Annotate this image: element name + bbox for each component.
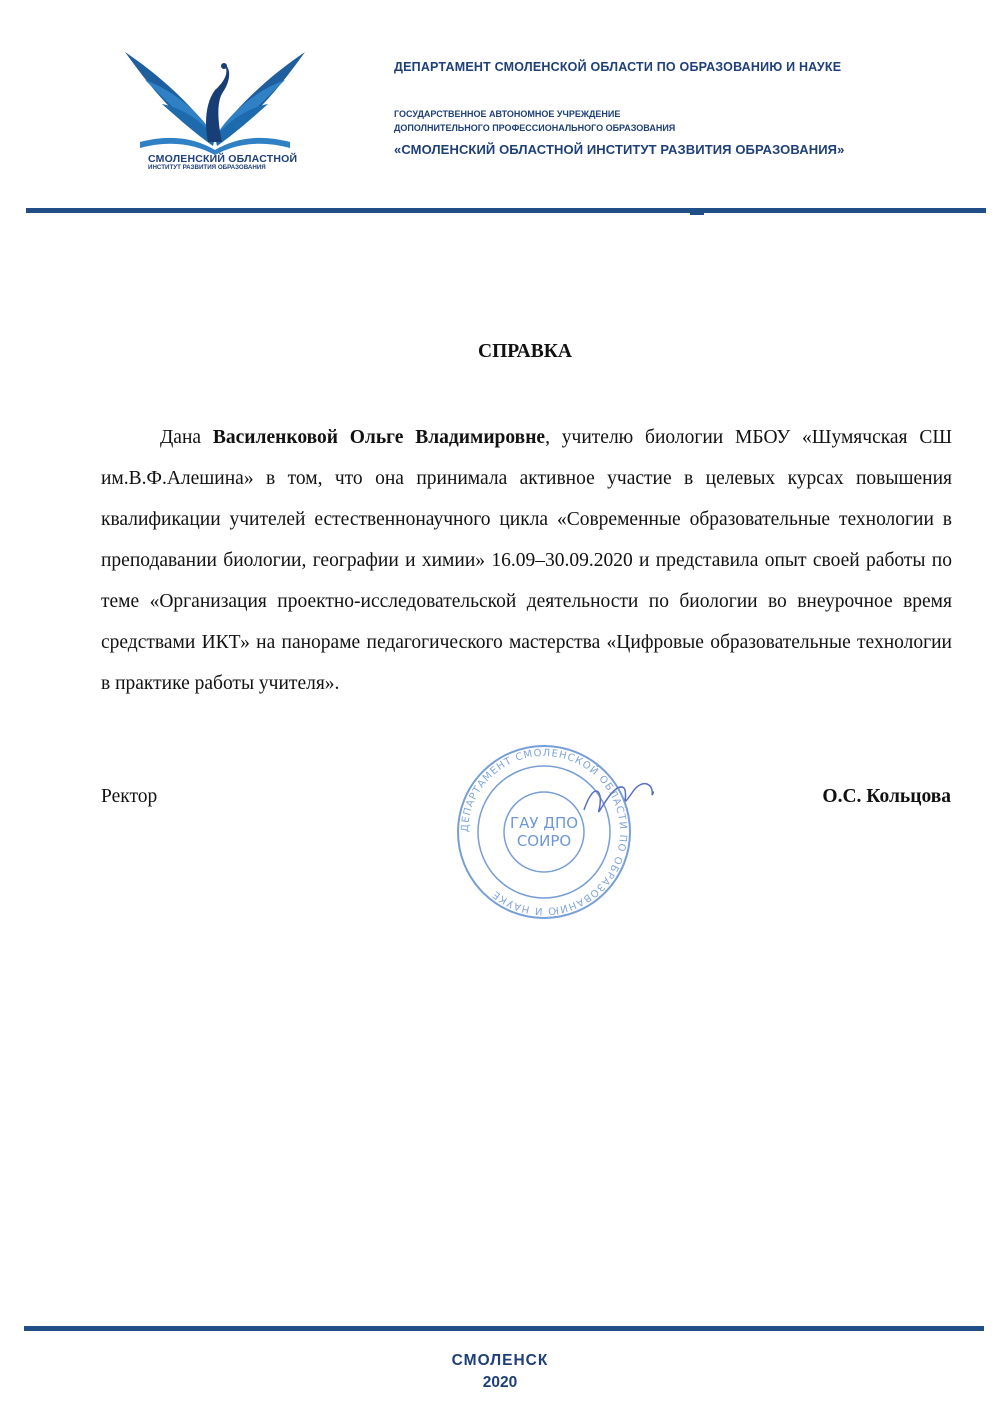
- stamp-seal-icon: [454, 740, 654, 920]
- stamp-center-line2: СОИРО: [516, 832, 572, 850]
- footer: [0, 1352, 1000, 1392]
- official-stamp: [454, 740, 654, 920]
- footer-divider: [24, 1326, 984, 1331]
- institute-logo: [120, 42, 310, 182]
- header-divider-mark: [690, 213, 704, 215]
- header-divider: [26, 208, 986, 213]
- footer-year: 2020: [482, 1374, 518, 1391]
- phoenix-book-icon: [120, 42, 310, 157]
- signer-name: О.С. Кольцова: [822, 786, 951, 807]
- logo-caption: [148, 154, 313, 172]
- signer-position: Ректор: [101, 786, 158, 807]
- footer-city: СМОЛЕНСК: [451, 1352, 549, 1369]
- stamp-center-line1: ГАУ ДПО: [509, 814, 579, 832]
- institution-category: ДОПОЛНИТЕЛЬНОГО ПРОФЕССИОНАЛЬНОГО ОБРАЗОВАНИЯ: [394, 123, 676, 134]
- document-body: [101, 417, 952, 704]
- logo-caption-line1: СМОЛЕНСКИЙ ОБЛАСТНОЙ: [148, 153, 298, 165]
- institution-name: «СМОЛЕНСКИЙ ОБЛАСТНОЙ ИНСТИТУТ РАЗВИТИЯ ОБРАЗОВАНИЯ»: [394, 141, 845, 157]
- recipient-name: Василенковой Ольге Владимировне: [212, 427, 546, 448]
- body-intro: Дана: [160, 427, 213, 448]
- stamp-ring-text: ДЕПАРТАМЕНТ СМОЛЕНСКОЙ ОБЛАСТИ ПО ОБРАЗОВАНИЮ И НАУКЕ: [459, 747, 629, 917]
- logo-caption-line2: ИНСТИТУТ РАЗВИТИЯ ОБРАЗОВАНИЯ: [148, 164, 266, 172]
- body-main: , учителю биологии МБОУ «Шумячская СШ им.В.Ф.Алешина» в том, что она принимала активное участие в целевых курсах повышения квалификации учителей естественнонаучного цикла «Современные образовательные технологии в преподавании биологии, географии и химии» 16.09–30.09.2020 и представила опыт своей работы по теме «Организация проектно-исследовательской деятельности по биологии во внеурочное время средствами ИКТ» на панораме педагогического мастерства «Цифровые образовательные технологии в практике работы учителя».: [101, 427, 953, 694]
- document-title: СПРАВКА: [478, 341, 572, 362]
- letterhead-text: [394, 60, 974, 157]
- department-name: ДЕПАРТАМЕНТ СМОЛЕНСКОЙ ОБЛАСТИ ПО ОБРАЗОВАНИЮ И НАУКЕ: [394, 60, 842, 74]
- institution-type: ГОСУДАРСТВЕННОЕ АВТОНОМНОЕ УЧРЕЖДЕНИЕ: [394, 109, 621, 119]
